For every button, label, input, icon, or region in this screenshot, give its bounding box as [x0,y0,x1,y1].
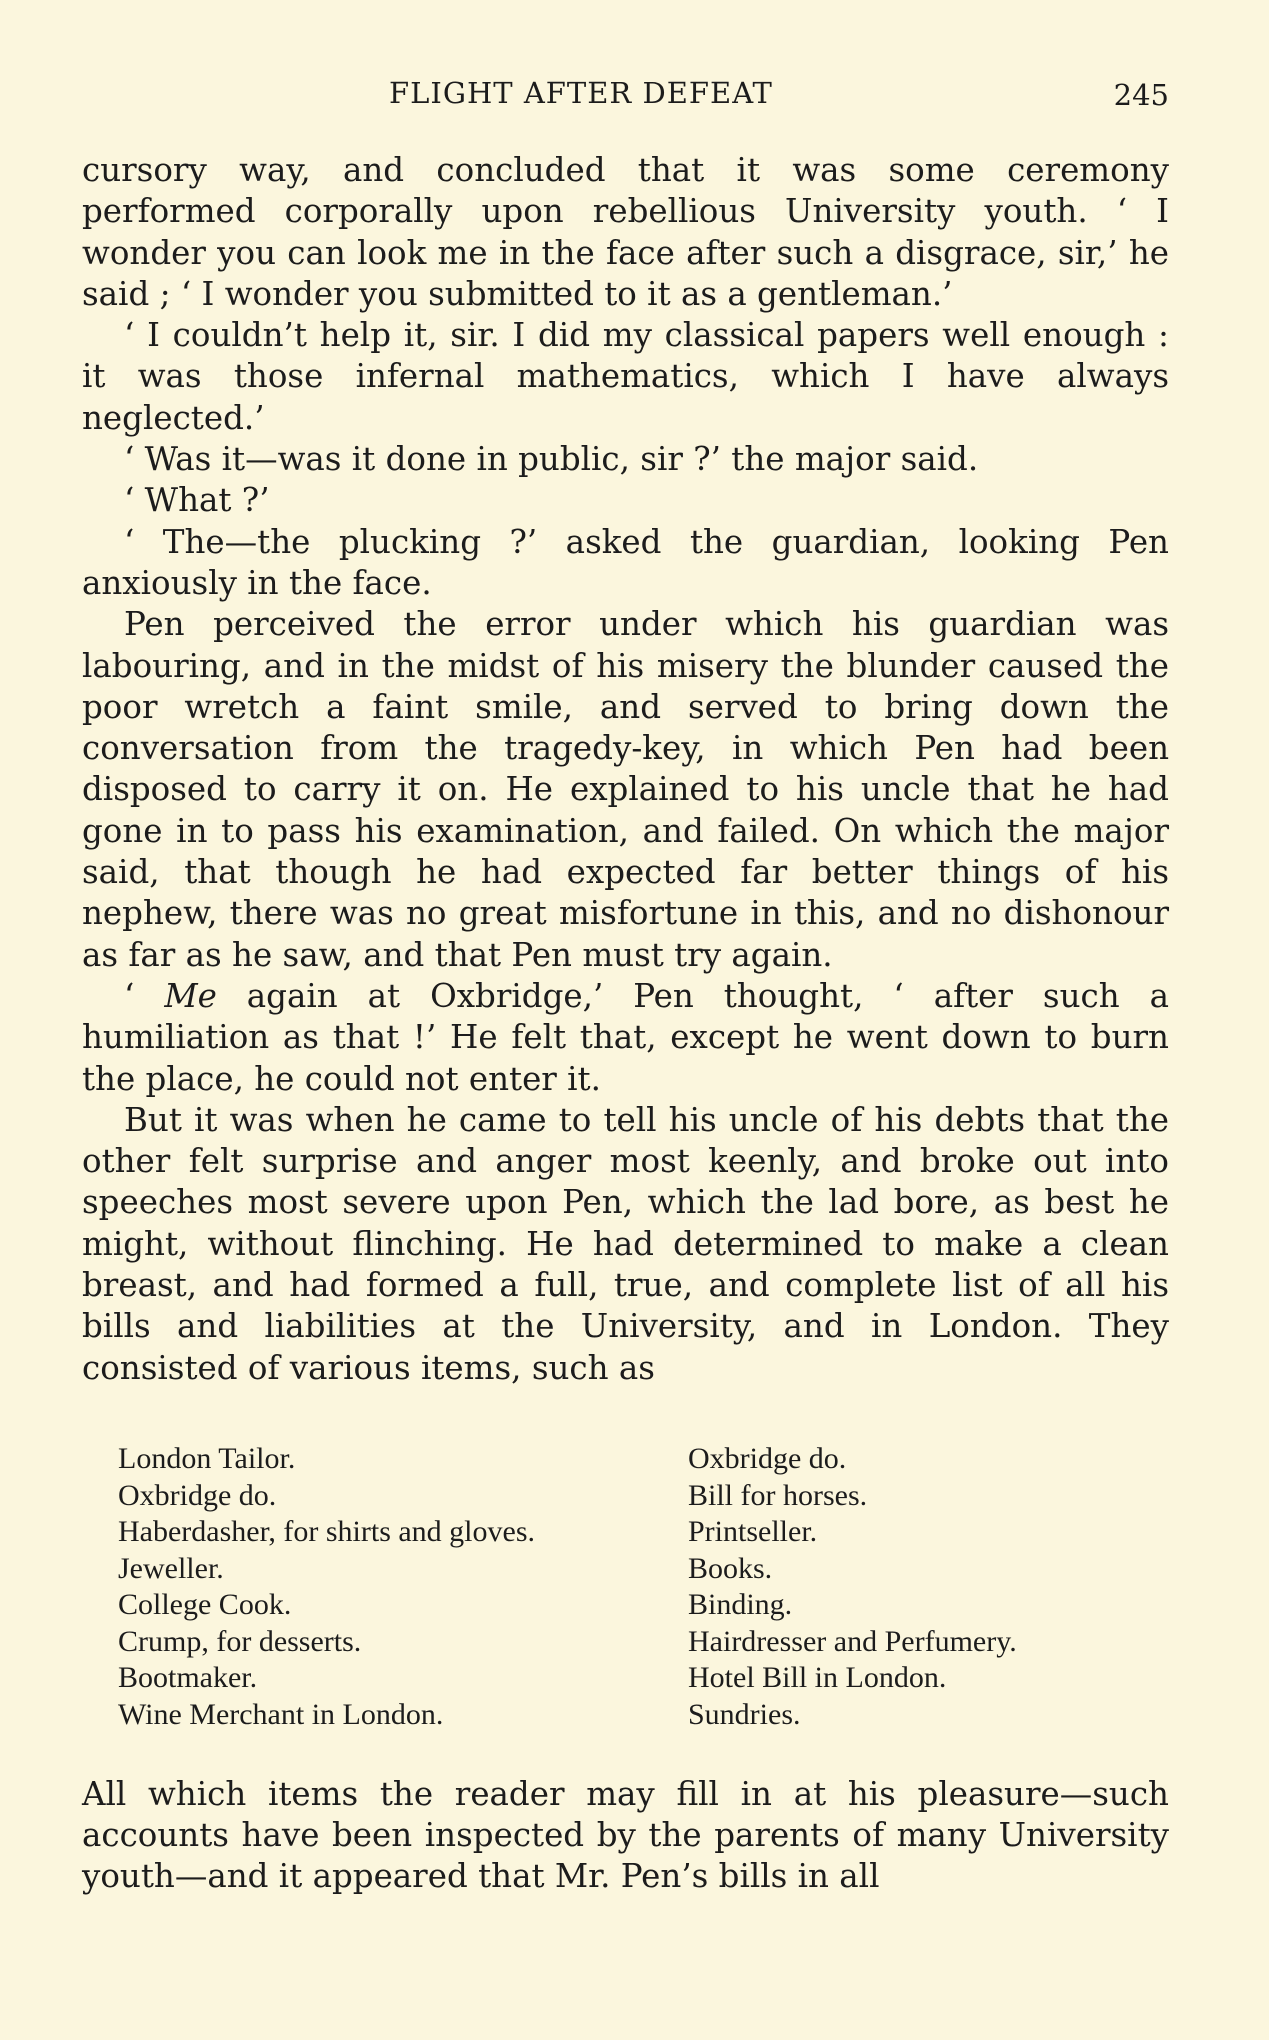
book-page [82,70,1169,1898]
closing-text [82,1774,1169,1898]
list-item: Crump, for desserts. [118,1624,362,1658]
list-item: Wine Merchant in London. [118,1698,444,1732]
list-item: London Tailor. [118,1441,296,1475]
list-item: Hotel Bill in London. [688,1661,947,1695]
page-header [82,70,1169,122]
paragraph: ‘ The—the plucking ?’ asked the guardian, looking Pen anxiously in the face. [82,522,1169,602]
paragraph: Pen perceived the error under which his guardian was labouring, and in the midst of his misery the blunder caused the poor wretch a faint smile, and served to bring down the conversation from the tragedy-key, in which Pen had been disposed to carry it on. He explained to his uncle that he had gone in to pass his examination, and failed. On which the major said, that though he had expected far better things of his nephew, there was no great misfortune in this, and no dishonour as far as he saw, and that Pen must try again. [82,605,1169,974]
list-item: Oxbridge do. [688,1441,847,1475]
paragraph: ‘ What ?’ [124,481,270,520]
paragraph: ‘ Was it—was it done in public, sir ?’ the major said. [124,440,979,479]
list-item: Oxbridge do. [118,1478,277,1512]
emphasis: Me [164,976,217,1015]
list-item: Bill for horses. [688,1478,868,1512]
paragraph [82,976,1169,1100]
list-item: Binding. [688,1588,793,1622]
list-item: Bootmaker. [118,1661,258,1695]
list-item: Jeweller. [118,1551,224,1585]
list-item: Hairdresser and Perfumery. [688,1624,1017,1658]
list-item: College Cook. [118,1588,292,1622]
list-item: Haberdasher, for shirts and gloves. [118,1515,536,1549]
page-number: 245 [1113,78,1169,112]
running-title: FLIGHT AFTER DEFEAT [389,76,773,110]
list-item: Books. [688,1551,773,1585]
list-item: Sundries. [688,1698,801,1732]
quote-open: ‘ [124,976,165,1015]
list-item: Printseller. [688,1515,818,1549]
paragraph: ‘ I couldn’t help it, sir. I did my classical papers well enough : it was those infernal mathematics, which I have always neglected.’ [82,316,1169,437]
bills-list [118,1441,1169,1734]
body-text [82,150,1169,1389]
paragraph: But it was when he came to tell his uncle of his debts that the other felt surprise and anger most keenly, and broke out into speeches most severe upon Pen, which the lad bore, as best he might, without flinching. He had determined to make a clean breast, and had formed a full, true, and complete list of all his bills and liabilities at the University, and in London. They consisted of various items, such as [82,1100,1169,1387]
quote-continuation: humiliation as that !’ He felt that, except he went down to burn the place, he could not enter it. [82,1018,1169,1098]
paragraph: All which items the reader may fill in at his pleasure—such accounts have been inspected by the parents of many University youth—and it appeared that Mr. Pen’s bills in all [82,1774,1169,1896]
paragraph: cursory way, and concluded that it was some ceremony performed corporally upon rebellious University youth. ‘ I wonder you can look me in the face after such a disgrace, sir,’ he said ; ‘ I wonder you submitted to it as a gentleman.’ [82,151,1169,313]
quote-rest: again at Oxbridge,’ Pen thought, ‘ after such a [216,976,1169,1015]
